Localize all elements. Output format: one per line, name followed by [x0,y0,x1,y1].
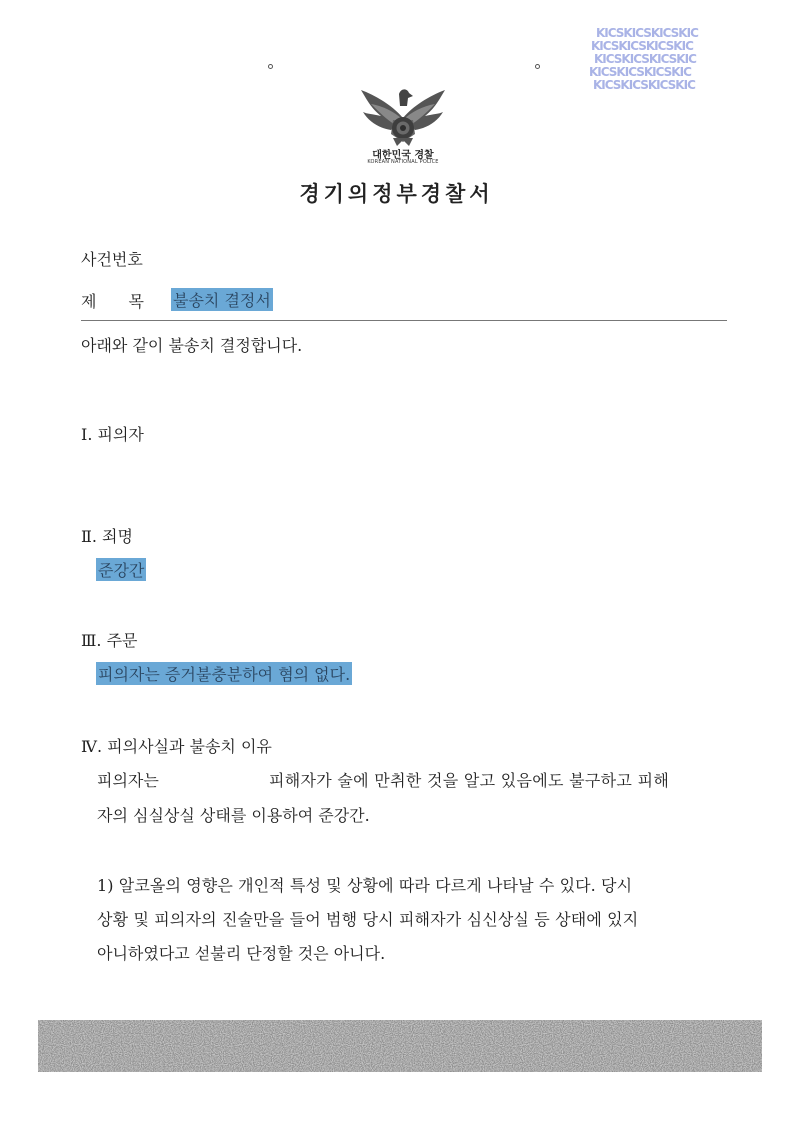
charge-value: 준강간 [96,558,146,581]
reason-p1-line2: 자의 심실상실 상태를 이용하여 준강간. [97,806,370,825]
section-1-heading: Ⅰ. 피의자 [81,425,144,444]
title-divider [81,320,727,321]
subject-value: 불송치 결정서 [171,288,273,311]
reason-p2-line1: 1) 알코올의 영향은 개인적 특성 및 상황에 따라 다르게 나타날 수 있다. 당시 [97,876,633,895]
office-title: 경기의정부경찰서 [299,181,494,206]
reason-p1-line1-start: 피의자는 [97,771,159,790]
police-name-kr: 대한민국 경찰 [372,150,434,161]
punch-mark-left [268,64,273,69]
intro-text: 아래와 같이 불송치 결정합니다. [81,336,303,355]
case-number-label: 사건번호 [81,250,143,269]
disposition-value: 피의자는 증거불충분하여 혐의 없다. [96,662,352,685]
punch-mark-right [535,64,540,69]
reason-p2-line3: 아니하였다고 섣불리 단정할 것은 아니다. [97,944,386,963]
redaction-noise-band [38,1020,762,1072]
police-name-en: KOREAN NATIONAL POLICE [367,159,439,165]
kics-watermark-stamp: KICSKICSKICSKIC KICSKICSKICSKIC KICSKICSKICSKIC KICSKICSKICSKIC KICSKICSKICSKIC [589,26,698,92]
section-4-heading: Ⅳ. 피의사실과 불송치 이유 [81,737,272,756]
reason-p1-line1-end: 피해자가 술에 만취한 것을 알고 있음에도 불구하고 피해 [269,771,670,790]
reason-p2-line2: 상황 및 피의자의 진술만을 들어 범행 당시 피해자가 심신상실 등 상태에 있지 [97,910,639,929]
section-3-heading: Ⅲ. 주문 [81,631,138,650]
section-2-heading: Ⅱ. 죄명 [81,527,133,546]
subject-label: 제 목 [81,292,144,311]
